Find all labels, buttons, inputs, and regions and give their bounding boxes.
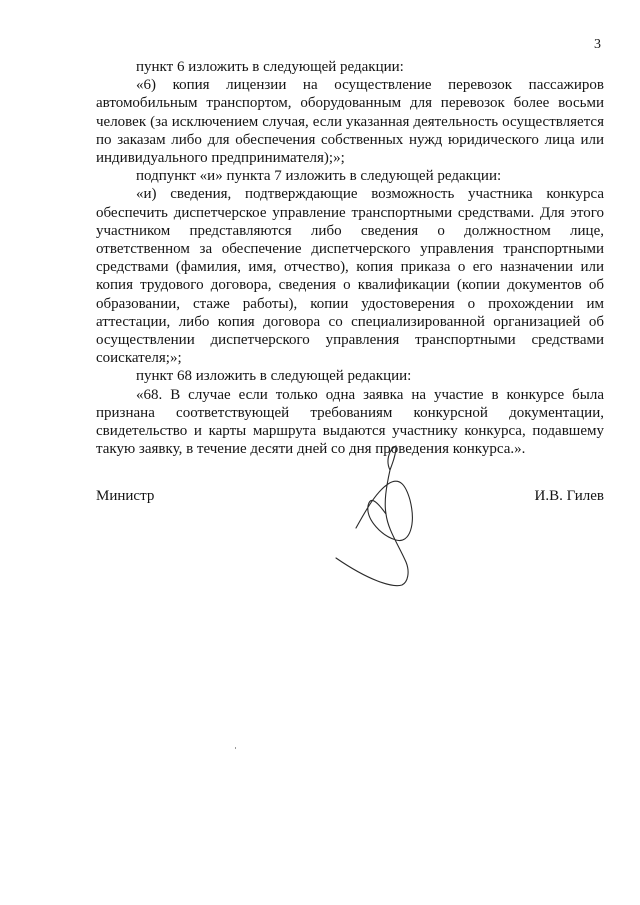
page-number: 3 — [594, 37, 601, 52]
paragraph-point-6-text: «6) копия лицензии на осуществление перевозок пассажиров автомобильным транспортом, оборудованным для перевозок более восьми человек (за исключением случая, если указанная деятельность осуществляется по заказам либо для обеспечения собственных нужд юридического лица или индивидуального предпринимателя);»; — [96, 77, 604, 167]
signatory-title: Министр — [96, 488, 155, 504]
signatory-name: И.В. Гилев — [534, 488, 604, 504]
paragraph-intro-point-68: пункт 68 изложить в следующей редакции: — [136, 368, 412, 385]
scan-artifact-dot — [235, 747, 236, 749]
paragraph-point-68-text: «68. В случае если только одна заявка на участие в конкурсе была признана соответствующей требованиям конкурсной документации, свидетельство и карты маршрута выдаются участнику конкурса, подавшему такую заявку, в течение десяти дней со дня проведения конкурса.». — [96, 386, 604, 458]
paragraph-subpoint-i-text: «и) сведения, подтверждающие возможность участника конкурса обеспечить диспетчерское управление транспортными средствами. Для этого участником представляются либо сведения о должностном лице, ответственном за обеспечение диспетчерского управления транспортными средствами (фамилия, имя, отчество), копия приказа о его назначении или копия трудового договора, сведения о квалификации (копии документов об образовании, стаже работы), копии удостоверения о прохождении им аттестации, либо копия договора со специализированной организацией об осуществлении диспетчерского управления транспортными средствами соискателя;»; — [96, 186, 604, 367]
paragraph-intro-point-6: пункт 6 изложить в следующей редакции: — [136, 59, 404, 75]
document-body — [96, 58, 604, 458]
paragraph-intro-subpoint-i: подпункт «и» пункта 7 изложить в следующей редакции: — [136, 168, 502, 185]
handwritten-signature — [326, 440, 436, 590]
